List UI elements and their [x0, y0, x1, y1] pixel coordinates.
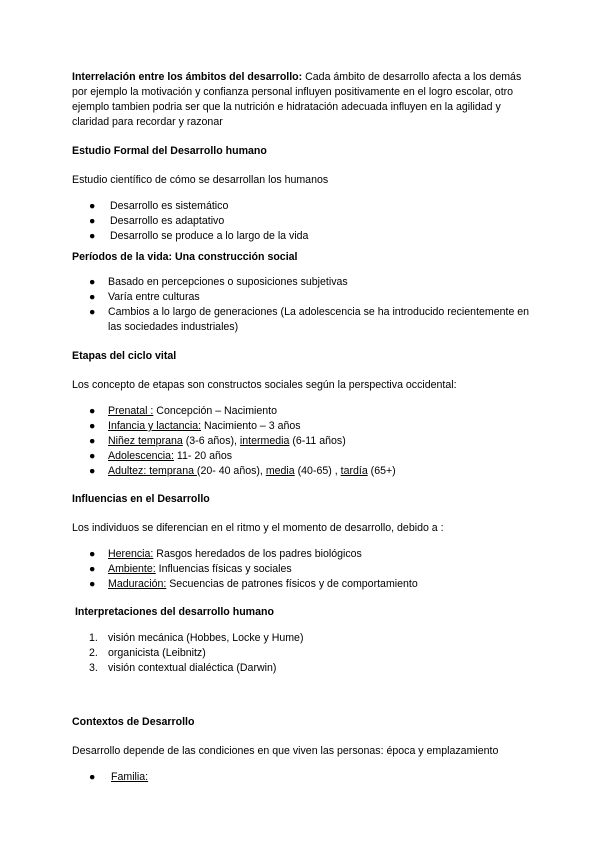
list-item: ● Niñez temprana (3-6 años), intermedia (6-11 años) [89, 435, 346, 447]
influencias-heading: Influencias en el Desarrollo [72, 493, 210, 505]
list-item: ● Prenatal : Concepción – Nacimiento [89, 405, 278, 417]
list-item: 3. visión contextual dialéctica (Darwin) [89, 662, 277, 674]
bullet-icon: ● [89, 465, 96, 477]
interpretaciones-heading: Interpretaciones del desarrollo humano [72, 606, 274, 618]
list-item: ● Familia: [89, 771, 149, 783]
bullet-icon: ● [89, 578, 96, 590]
influencias-list [72, 547, 532, 592]
periodos-heading: Períodos de la vida: Una construcción social [72, 251, 298, 263]
list-item: ● Maduración: Secuencias de patrones físicos y de comportamiento [89, 578, 418, 590]
list-item: 1. visión mecánica (Hobbes, Locke y Hume) [89, 632, 304, 644]
list-item: 2. organicista (Leibnitz) [89, 647, 206, 659]
bullet-icon: ● [89, 215, 96, 227]
influencias-text: Los individuos se diferencian en el ritmo y el momento de desarrollo, debido a : [72, 522, 444, 534]
list-item: ● Ambiente: Influencias físicas y sociales [89, 563, 292, 575]
list-item: ● Varía entre culturas [89, 291, 200, 303]
bullet-icon: ● [89, 200, 96, 212]
bullet-icon: ● [89, 563, 96, 575]
intro-title: Interrelación entre los ámbitos del desarrollo: [72, 71, 303, 83]
bullet-icon: ● [89, 306, 96, 318]
bullet-icon: ● [89, 450, 96, 462]
intro-text: Cada ámbito de desarrollo afecta a los demás por ejemplo la motivación y confianza personal influyen positivamente en el logro escolar, otro ejemplo tambien podria ser que la nutrición e hidratación adecuada influyen en la agilidad y claridad para recordar y razonar [72, 71, 522, 128]
interpretaciones-list [72, 631, 532, 676]
intro-paragraph [72, 70, 532, 130]
contextos-heading: Contextos de Desarrollo [72, 716, 195, 728]
list-item: ● Basado en percepciones o suposiciones subjetivas [89, 276, 348, 288]
bullet-icon: ● [89, 420, 96, 432]
list-item: ● Desarrollo es adaptativo [89, 215, 225, 227]
bullet-icon: ● [89, 771, 96, 783]
bullet-icon: ● [89, 291, 96, 303]
list-item: ● Cambios a lo largo de generaciones (La adolescencia se ha introducido recientemente en las sociedades industriales) [89, 306, 530, 333]
list-item: ● Adolescencia: 11- 20 años [89, 450, 233, 462]
bullet-icon: ● [89, 548, 96, 560]
list-item: ● Infancia y lactancia: Nacimiento – 3 años [89, 420, 301, 432]
etapas-list [72, 404, 532, 479]
estudio-text: Estudio científico de cómo se desarrollan los humanos [72, 174, 329, 186]
etapas-heading: Etapas del ciclo vital [72, 350, 177, 362]
etapas-text: Los concepto de etapas son constructos sociales según la perspectiva occidental: [72, 379, 457, 391]
estudio-heading: Estudio Formal del Desarrollo humano [72, 145, 267, 157]
bullet-icon: ● [89, 435, 96, 447]
list-item: ● Desarrollo es sistemático [89, 200, 229, 212]
list-item: ● Herencia: Rasgos heredados de los padres biológicos [89, 548, 362, 560]
document-page [72, 70, 532, 785]
periodos-list [72, 275, 532, 335]
bullet-icon: ● [89, 230, 96, 242]
estudio-list [72, 199, 532, 244]
list-item: ● Desarrollo se produce a lo largo de la vida [89, 230, 309, 242]
contextos-list [72, 770, 532, 785]
bullet-icon: ● [89, 276, 96, 288]
list-item: ● Adultez: temprana (20- 40 años), media (40-65) , tardía (65+) [89, 465, 396, 477]
bullet-icon: ● [89, 405, 96, 417]
contextos-text: Desarrollo depende de las condiciones en que viven las personas: época y emplazamiento [72, 745, 499, 757]
